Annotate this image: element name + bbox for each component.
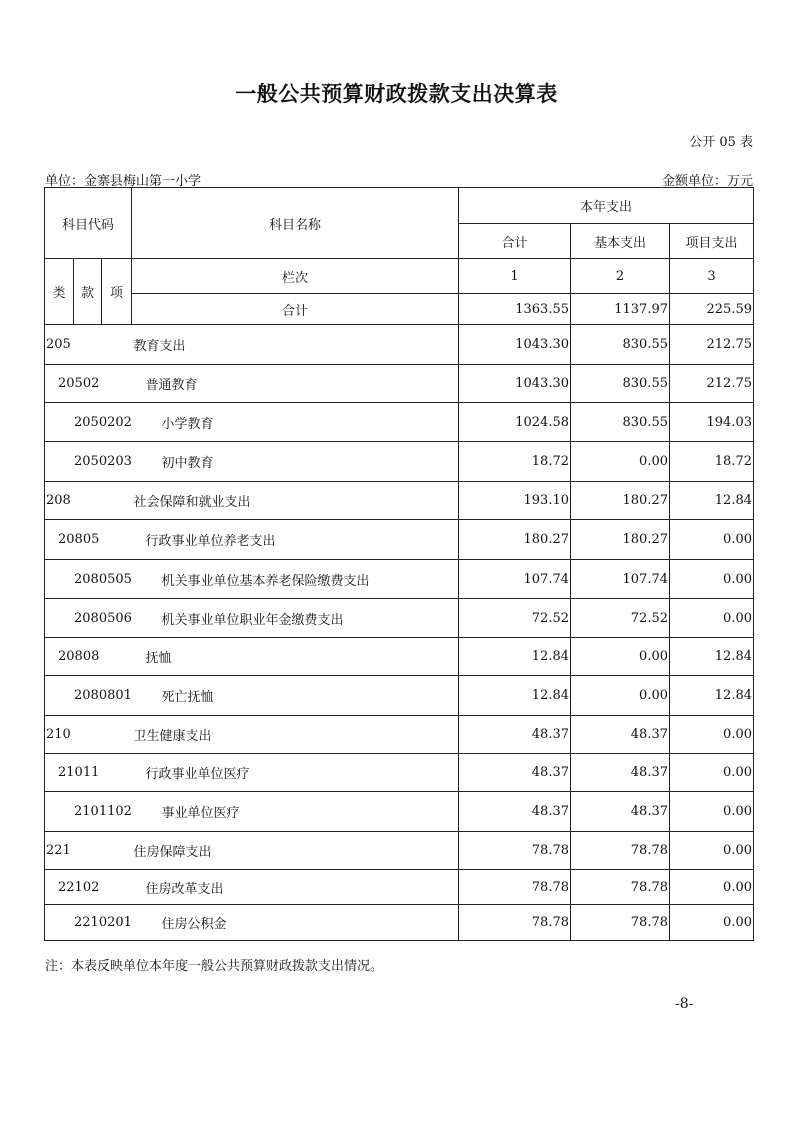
- row-project: 212.75: [670, 325, 754, 365]
- row-basic: 78.78: [571, 870, 670, 905]
- row-total: 12.84: [459, 676, 571, 716]
- row-basic: 48.37: [571, 792, 670, 832]
- row-basic: 830.55: [571, 365, 670, 403]
- row-code: 2050203: [45, 442, 132, 482]
- table-row: [45, 599, 754, 638]
- header-name: 科目名称: [132, 188, 459, 259]
- row-name: 死亡抚恤: [132, 676, 459, 716]
- header-code: 科目代码: [45, 188, 132, 259]
- header-year-expenditure: 本年支出: [459, 188, 754, 224]
- total-row: [45, 294, 754, 325]
- row-basic: 180.27: [571, 520, 670, 560]
- row-project: 0.00: [670, 716, 754, 754]
- row-basic: 830.55: [571, 403, 670, 442]
- row-total: 107.74: [459, 560, 571, 599]
- row-code: 20808: [45, 638, 132, 676]
- header-lanci: 栏次: [132, 259, 459, 294]
- row-name: 教育支出: [132, 325, 459, 365]
- row-project: 12.84: [670, 638, 754, 676]
- row-code: 221: [45, 832, 132, 870]
- row-name: 行政事业单位养老支出: [132, 520, 459, 560]
- table-row: [45, 365, 754, 403]
- row-project: 0.00: [670, 792, 754, 832]
- row-total: 193.10: [459, 482, 571, 520]
- row-name: 住房公积金: [132, 905, 459, 941]
- row-total: 78.78: [459, 832, 571, 870]
- total-label: 合计: [132, 294, 459, 325]
- row-name: 机关事业单位职业年金缴费支出: [132, 599, 459, 638]
- row-code: 2080506: [45, 599, 132, 638]
- row-total: 180.27: [459, 520, 571, 560]
- table-row: [45, 638, 754, 676]
- expenditure-table: [44, 187, 754, 941]
- row-project: 0.00: [670, 870, 754, 905]
- row-total: 78.78: [459, 905, 571, 941]
- header-row-1: [45, 188, 754, 224]
- table-row: [45, 792, 754, 832]
- row-code: 22102: [45, 870, 132, 905]
- row-total: 48.37: [459, 716, 571, 754]
- row-basic: 72.52: [571, 599, 670, 638]
- row-project: 18.72: [670, 442, 754, 482]
- row-code: 208: [45, 482, 132, 520]
- column-index-2: 2: [571, 259, 670, 294]
- page-title: 一般公共预算财政拨款支出决算表: [235, 82, 558, 106]
- column-index-3: 3: [670, 259, 754, 294]
- table-row: [45, 870, 754, 905]
- row-name: 卫生健康支出: [132, 716, 459, 754]
- row-project: 0.00: [670, 520, 754, 560]
- row-name: 普通教育: [132, 365, 459, 403]
- row-code: 205: [45, 325, 132, 365]
- table-row: [45, 442, 754, 482]
- row-basic: 48.37: [571, 716, 670, 754]
- table-row: [45, 905, 754, 941]
- table-row: [45, 716, 754, 754]
- header-total: 合计: [459, 224, 571, 259]
- row-name: 住房保障支出: [132, 832, 459, 870]
- row-basic: 0.00: [571, 638, 670, 676]
- row-name: 抚恤: [132, 638, 459, 676]
- row-total: 78.78: [459, 870, 571, 905]
- total-amount: 1363.55: [459, 294, 571, 325]
- row-code: 2080801: [45, 676, 132, 716]
- total-project: 225.59: [670, 294, 754, 325]
- table-body: [45, 188, 754, 941]
- row-code: 2101102: [45, 792, 132, 832]
- unit-label: 单位：金寨县梅山第一小学: [45, 174, 202, 189]
- row-name: 机关事业单位基本养老保险缴费支出: [132, 560, 459, 599]
- row-name: 社会保障和就业支出: [132, 482, 459, 520]
- row-code: 20502: [45, 365, 132, 403]
- money-unit-label: 金额单位：万元: [661, 174, 753, 189]
- row-code: 20805: [45, 520, 132, 560]
- header-project: 项目支出: [670, 224, 754, 259]
- row-basic: 0.00: [571, 676, 670, 716]
- row-name: 住房改革支出: [132, 870, 459, 905]
- page-number: -8-: [675, 996, 694, 1012]
- table-row: [45, 560, 754, 599]
- header-lei: 类: [45, 259, 74, 325]
- row-total: 18.72: [459, 442, 571, 482]
- header-basic: 基本支出: [571, 224, 670, 259]
- footnote: 注：本表反映单位本年度一般公共预算财政拨款支出情况。: [45, 959, 384, 974]
- row-project: 12.84: [670, 676, 754, 716]
- row-project: 0.00: [670, 599, 754, 638]
- total-basic: 1137.97: [571, 294, 670, 325]
- table-row: [45, 520, 754, 560]
- table-row: [45, 403, 754, 442]
- row-project: 0.00: [670, 754, 754, 792]
- row-project: 212.75: [670, 365, 754, 403]
- column-index-row: [45, 259, 754, 294]
- row-basic: 107.74: [571, 560, 670, 599]
- form-number: 公开 05 表: [689, 135, 753, 150]
- row-total: 12.84: [459, 638, 571, 676]
- column-index-1: 1: [459, 259, 571, 294]
- row-name: 初中教育: [132, 442, 459, 482]
- row-code: 210: [45, 716, 132, 754]
- row-project: 194.03: [670, 403, 754, 442]
- row-code: 2210201: [45, 905, 132, 941]
- row-basic: 0.00: [571, 442, 670, 482]
- row-name: 小学教育: [132, 403, 459, 442]
- row-code: 21011: [45, 754, 132, 792]
- row-project: 0.00: [670, 560, 754, 599]
- table-row: [45, 832, 754, 870]
- row-project: 12.84: [670, 482, 754, 520]
- row-total: 1043.30: [459, 365, 571, 403]
- row-total: 48.37: [459, 792, 571, 832]
- row-total: 1043.30: [459, 325, 571, 365]
- table-row: [45, 676, 754, 716]
- row-total: 1024.58: [459, 403, 571, 442]
- table-row: [45, 754, 754, 792]
- row-basic: 78.78: [571, 905, 670, 941]
- row-code: 2050202: [45, 403, 132, 442]
- row-total: 48.37: [459, 754, 571, 792]
- header-kuan: 款: [74, 259, 102, 325]
- row-name: 事业单位医疗: [132, 792, 459, 832]
- row-basic: 830.55: [571, 325, 670, 365]
- row-basic: 78.78: [571, 832, 670, 870]
- row-basic: 180.27: [571, 482, 670, 520]
- row-name: 行政事业单位医疗: [132, 754, 459, 792]
- table-row: [45, 325, 754, 365]
- table-row: [45, 482, 754, 520]
- row-code: 2080505: [45, 560, 132, 599]
- row-basic: 48.37: [571, 754, 670, 792]
- row-project: 0.00: [670, 905, 754, 941]
- row-project: 0.00: [670, 832, 754, 870]
- header-xiang: 项: [102, 259, 132, 325]
- row-total: 72.52: [459, 599, 571, 638]
